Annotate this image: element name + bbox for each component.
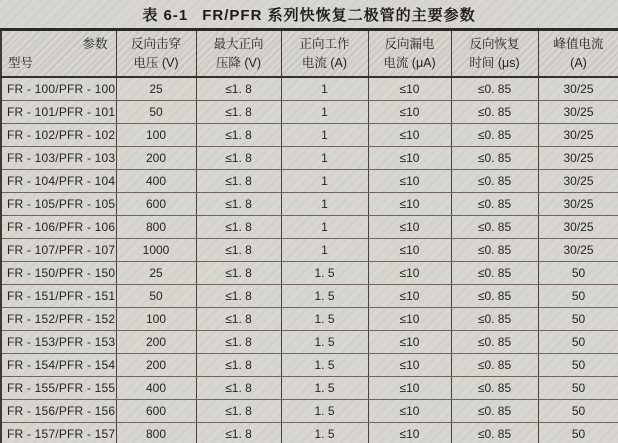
value-cell: 25 [116,77,196,101]
table-row [1,354,618,377]
value-cell: ≤0. 85 [451,77,538,101]
value-cell: ≤10 [368,77,451,101]
value-cell: ≤1. 8 [196,77,281,101]
value-cell: 30/25 [538,124,618,147]
value-cell: 200 [116,331,196,354]
header-line: 正向工作 [299,37,350,52]
table-body [1,77,618,443]
value-cell: ≤0. 85 [451,147,538,170]
header-line: 反向恢复 [469,37,520,52]
value-cell: ≤1. 8 [196,124,281,147]
table-row [1,193,618,216]
header-line: 最大正向 [213,37,264,52]
value-cell: 50 [538,331,618,354]
value-cell: ≤10 [368,423,451,443]
table-row [1,331,618,354]
corner-header-cell [1,30,116,78]
value-cell: 50 [116,101,196,124]
value-cell: 30/25 [538,101,618,124]
table-row [1,239,618,262]
header-forward-current [281,30,368,78]
value-cell: ≤1. 8 [196,354,281,377]
table-row [1,124,618,147]
value-cell: 400 [116,170,196,193]
value-cell: ≤0. 85 [451,262,538,285]
value-cell: ≤1. 8 [196,193,281,216]
value-cell: 400 [116,377,196,400]
header-forward-voltage-drop [196,30,281,78]
value-cell: 50 [116,285,196,308]
value-cell: 30/25 [538,77,618,101]
value-cell: ≤1. 8 [196,101,281,124]
value-cell: ≤1. 8 [196,308,281,331]
table-row [1,423,618,443]
value-cell: ≤1. 8 [196,423,281,443]
table-header [1,30,618,78]
value-cell: 1. 5 [281,262,368,285]
value-cell: ≤1. 8 [196,285,281,308]
value-cell: 30/25 [538,170,618,193]
diode-parameters-table [0,28,618,443]
value-cell: 600 [116,400,196,423]
value-cell: 30/25 [538,216,618,239]
value-cell: 1000 [116,239,196,262]
value-cell: ≤0. 85 [451,354,538,377]
table-row [1,285,618,308]
value-cell: ≤0. 85 [451,170,538,193]
value-cell: ≤10 [368,170,451,193]
model-cell: FR - 151/PFR - 151 [1,285,116,308]
value-cell: 30/25 [538,193,618,216]
value-cell: ≤1. 8 [196,170,281,193]
value-cell: ≤0. 85 [451,239,538,262]
value-cell: 100 [116,124,196,147]
table-row [1,400,618,423]
value-cell: ≤10 [368,285,451,308]
value-cell: 600 [116,193,196,216]
value-cell: 100 [116,308,196,331]
header-line: 电压 (V) [133,55,179,70]
value-cell: ≤10 [368,331,451,354]
value-cell: ≤10 [368,124,451,147]
corner-label-model: 型号 [8,55,34,70]
header-reverse-leakage-current [368,30,451,78]
model-cell: FR - 106/PFR - 106 [1,216,116,239]
header-line: 峰值电流 [553,37,604,52]
value-cell: 1 [281,101,368,124]
value-cell: ≤0. 85 [451,193,538,216]
model-cell: FR - 104/PFR - 104 [1,170,116,193]
value-cell: 50 [538,285,618,308]
value-cell: 30/25 [538,239,618,262]
value-cell: 1 [281,193,368,216]
value-cell: ≤1. 8 [196,262,281,285]
value-cell: 200 [116,147,196,170]
model-cell: FR - 107/PFR - 107 [1,239,116,262]
table-row [1,147,618,170]
model-cell: FR - 150/PFR - 150 [1,262,116,285]
header-peak-current [538,30,618,78]
table-row [1,170,618,193]
table-caption [0,0,618,28]
value-cell: 50 [538,262,618,285]
value-cell: 1. 5 [281,400,368,423]
value-cell: 1. 5 [281,423,368,443]
value-cell: ≤10 [368,147,451,170]
table-row [1,262,618,285]
header-breakdown-voltage [116,30,196,78]
value-cell: 50 [538,354,618,377]
value-cell: ≤0. 85 [451,423,538,443]
value-cell: 1 [281,216,368,239]
value-cell: 1 [281,239,368,262]
header-line: (A) [570,55,587,70]
value-cell: 1. 5 [281,354,368,377]
value-cell: ≤0. 85 [451,331,538,354]
table-row [1,308,618,331]
value-cell: ≤10 [368,354,451,377]
value-cell: 1 [281,147,368,170]
value-cell: 50 [538,400,618,423]
value-cell: 50 [538,308,618,331]
value-cell: ≤1. 8 [196,216,281,239]
value-cell: ≤0. 85 [451,308,538,331]
header-reverse-recovery-time [451,30,538,78]
value-cell: 50 [538,377,618,400]
value-cell: ≤10 [368,193,451,216]
value-cell: ≤1. 8 [196,331,281,354]
header-line: 电流 (μA) [383,55,436,70]
model-cell: FR - 152/PFR - 152 [1,308,116,331]
value-cell: ≤1. 8 [196,377,281,400]
value-cell: 200 [116,354,196,377]
value-cell: ≤0. 85 [451,377,538,400]
value-cell: ≤10 [368,216,451,239]
value-cell: 1 [281,77,368,101]
model-cell: FR - 154/PFR - 154 [1,354,116,377]
model-cell: FR - 102/PFR - 102 [1,124,116,147]
value-cell: 1. 5 [281,377,368,400]
table-row [1,377,618,400]
value-cell: 1. 5 [281,331,368,354]
header-row [1,30,618,78]
model-cell: FR - 100/PFR - 100 [1,77,116,101]
value-cell: ≤0. 85 [451,216,538,239]
value-cell: 1. 5 [281,308,368,331]
value-cell: ≤10 [368,377,451,400]
value-cell: 30/25 [538,147,618,170]
value-cell: ≤1. 8 [196,400,281,423]
value-cell: ≤1. 8 [196,239,281,262]
value-cell: ≤10 [368,308,451,331]
value-cell: ≤10 [368,101,451,124]
corner-label-parameter: 参数 [82,37,108,51]
value-cell: ≤10 [368,239,451,262]
model-cell: FR - 105/PFR - 105 [1,193,116,216]
model-cell: FR - 153/PFR - 153 [1,331,116,354]
value-cell: ≤0. 85 [451,101,538,124]
table-row [1,216,618,239]
header-line: 反向漏电 [384,37,435,52]
value-cell: 800 [116,216,196,239]
value-cell: 50 [538,423,618,443]
model-cell: FR - 155/PFR - 155 [1,377,116,400]
table-number-label: 表 6-1 [142,6,189,24]
value-cell: 1 [281,170,368,193]
value-cell: 800 [116,423,196,443]
value-cell: 25 [116,262,196,285]
value-cell: ≤1. 8 [196,147,281,170]
value-cell: ≤0. 85 [451,124,538,147]
model-cell: FR - 156/PFR - 156 [1,400,116,423]
table-row [1,101,618,124]
model-cell: FR - 103/PFR - 103 [1,147,116,170]
header-line: 反向击穿 [130,37,181,52]
value-cell: ≤10 [368,262,451,285]
value-cell: ≤0. 85 [451,400,538,423]
header-line: 时间 (μs) [469,55,520,70]
table-title-text: FR/PFR 系列快恢复二极管的主要参数 [202,6,476,24]
header-line: 电流 (A) [301,55,348,70]
value-cell: ≤0. 85 [451,285,538,308]
value-cell: 1 [281,124,368,147]
model-cell: FR - 157/PFR - 157 [1,423,116,443]
value-cell: 1. 5 [281,285,368,308]
value-cell: ≤10 [368,400,451,423]
model-cell: FR - 101/PFR - 101 [1,101,116,124]
header-line: 压降 (V) [215,55,262,70]
table-row [1,77,618,101]
